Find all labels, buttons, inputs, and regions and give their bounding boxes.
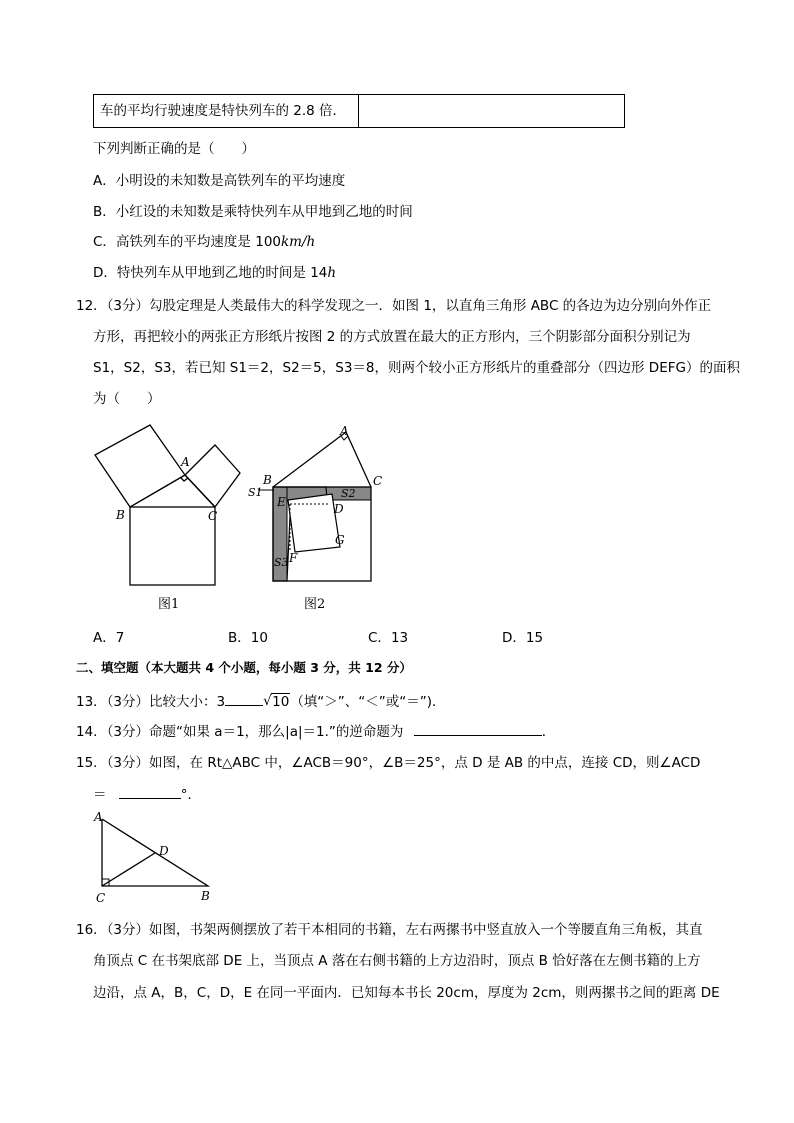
option-label: B． [228, 630, 251, 646]
label-b: B [116, 508, 125, 522]
triangle-abc [130, 475, 215, 507]
label-a: A [94, 810, 103, 824]
label-c: C [373, 474, 383, 488]
q11-option-b [93, 200, 413, 220]
question-text: （3分）如图，在 Rt△ABC 中，∠ACB＝90°，∠B＝25°，点 D 是 AB 的中点，连接 CD，则∠ACD [106, 755, 701, 771]
question-score: （3分） [106, 298, 150, 314]
q12-option-b [228, 626, 268, 646]
q11-option-d [93, 261, 336, 281]
label-s3: S3 [274, 556, 289, 569]
label-c: C [96, 891, 106, 905]
question-number: 14． [76, 724, 107, 740]
question-number: 15． [76, 755, 107, 771]
q12-figure-2 [244, 420, 394, 615]
option-text: 小红设的未知数是乘特快列车从甲地到乙地的时间 [115, 204, 413, 220]
option-label: C． [93, 234, 116, 250]
triangle-abc-2 [273, 432, 371, 487]
question-text-b: ． [541, 724, 556, 740]
q11-option-a [93, 169, 345, 189]
table-left-cell: 车的平均行驶速度是特快列车的 2.8 倍． [100, 103, 347, 119]
option-text: 特快列车从甲地到乙地的时间是 14 [116, 265, 328, 281]
q14-line [76, 720, 555, 740]
label-g: G [335, 533, 345, 547]
degree-end: °． [180, 787, 202, 803]
option-unit: h [327, 265, 337, 281]
q12-line3: S1，S2，S3，若已知 S1＝2，S2＝5，S3＝8，则两个较小正方形纸片的重叠部分（四边形 DEFG）的面积 [93, 360, 740, 376]
option-label: B． [93, 204, 116, 220]
table-divider [358, 95, 359, 127]
q12-option-a [93, 626, 124, 646]
label-b: B [201, 889, 210, 903]
question-text: （3分）如图，书架两侧摆放了若干本相同的书籍，左右两摞书中竖直放入一个等腰直角三角板，其直 [106, 922, 703, 938]
q12-figure-1 [90, 415, 260, 615]
q11-option-c [93, 230, 315, 250]
option-value: 13 [390, 630, 409, 646]
answer-blank [119, 786, 181, 799]
small-square-2 [288, 494, 340, 552]
question-number: 13． [76, 694, 107, 710]
question-number: 16． [76, 922, 107, 938]
label-e: E [277, 495, 286, 509]
option-label: D． [93, 265, 117, 281]
question-text-a: （3分）比较大小：3 [106, 694, 226, 710]
question-text-b: （填“＞”、“＜”或“＝”)． [290, 694, 446, 710]
q16-line1 [76, 918, 703, 938]
answer-blank [225, 693, 263, 706]
answer-blank [414, 723, 542, 736]
option-unit: km/h [281, 234, 316, 250]
q15-figure [88, 808, 218, 908]
radicand: 10 [272, 694, 290, 710]
section-heading: 二、填空题（本大题共 4 个小题，每小题 3 分，共 12 分） [76, 660, 412, 675]
label-c: C [208, 509, 218, 523]
q13-line [76, 690, 446, 710]
q12-option-d [502, 626, 543, 646]
q12-line2: 方形，再把较小的两张正方形纸片按图 2 的方式放置在最大的正方形内，三个阴影部分面积分别记为 [93, 329, 691, 345]
label-d: D [159, 844, 169, 858]
fig2-caption: 图2 [304, 597, 326, 612]
segment-cd [102, 853, 155, 886]
label-s2: S2 [341, 487, 356, 500]
option-value: 15 [525, 630, 544, 646]
radical-sign: √ [263, 693, 272, 709]
square-on-ab [95, 425, 185, 507]
q16-line2: 角顶点 C 在书架底部 DE 上，当顶点 A 落在右侧书籍的上方边沿时，顶点 B 恰好落在左侧书籍的上方 [93, 953, 701, 969]
option-value: 7 [115, 630, 125, 646]
question-text-a: （3分）命题“如果 a＝1，那么|a|＝1.”的逆命题为 [106, 724, 404, 740]
label-a: A [340, 424, 349, 438]
info-table [93, 94, 625, 128]
q15-line2 [93, 783, 201, 803]
option-label: A． [93, 173, 116, 189]
label-d: D [334, 502, 344, 516]
q15-line1 [76, 751, 700, 771]
option-label: A． [93, 630, 116, 646]
q12-option-c [368, 626, 408, 646]
square-on-bc [130, 507, 218, 585]
question-number: 12． [76, 298, 107, 314]
fig1-caption: 图1 [158, 597, 180, 612]
label-a: A [181, 455, 190, 469]
q12-line1 [76, 294, 711, 314]
q12-line4: 为（ ） [93, 391, 161, 407]
label-s1: S1 [248, 486, 263, 499]
equals-sign: ＝ [93, 787, 107, 803]
question-text: 勾股定理是人类最伟大的科学发现之一．如图 1，以直角三角形 ABC 的各边为边分别向外作正 [149, 298, 712, 314]
q11-prompt: 下列判断正确的是（ ） [93, 141, 255, 157]
q16-line3: 边沿，点 A，B，C，D，E 在同一平面内．已知每本书长 20cm，厚度为 2cm，则两摞书之间的距离 DE [93, 985, 720, 1001]
sqrt-expression [263, 694, 290, 710]
option-label: C． [368, 630, 391, 646]
option-text: 高铁列车的平均速度是 100 [115, 234, 281, 250]
option-label: D． [502, 630, 526, 646]
label-f: F [289, 551, 298, 565]
option-value: 10 [250, 630, 268, 646]
square-on-ac [185, 445, 240, 507]
option-text: 小明设的未知数是高铁列车的平均速度 [115, 173, 346, 189]
right-angle-mark [181, 478, 188, 481]
label-b: B [263, 473, 272, 487]
